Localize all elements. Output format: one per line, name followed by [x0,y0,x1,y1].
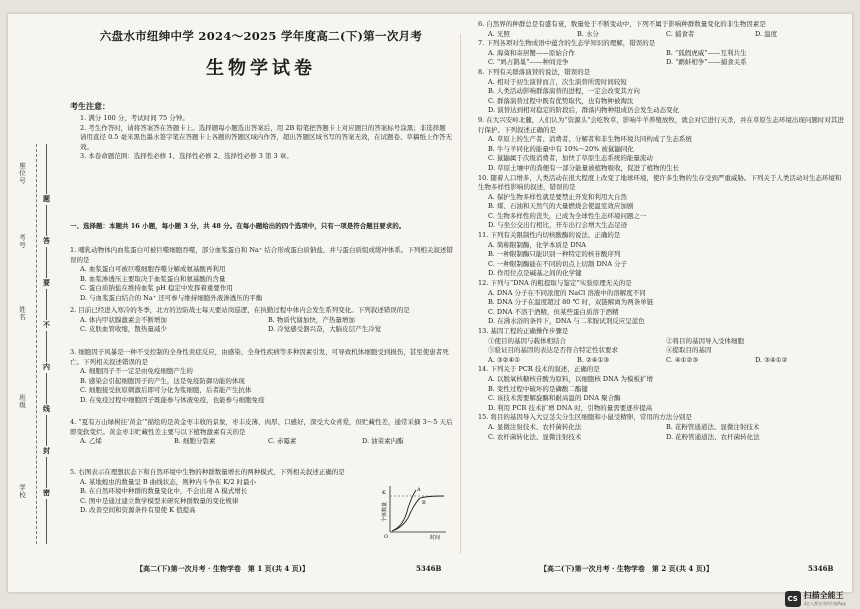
option: D. 利用 PCR 技术扩增 DNA 时，引物的量需要逐步提高 [488,403,653,412]
option: B. 水分 [577,29,599,38]
name-label: 姓名 [18,306,26,321]
option: A. 简称限制酶，化学本质是 DNA [488,240,586,249]
option: A. 光照 [488,29,510,38]
question-stem: 15. 将目的基因导入大豆茎尖分生区细胞和小鼠受精卵，常用的方法分别是 [478,413,692,422]
option: B. 牛与羊同化的能量中有 10%～20% 被鼠鼬同化 [488,144,634,153]
step-item: ③验证目的基因的表达是否符合特定性状要求 [488,346,618,355]
page-1 [66,14,456,592]
question-stem: 5. 右图表示在理想状态下和自然环境中生物的种群数量增长的两种模式，下列相关叙述正确的是 [70,468,345,476]
watermark-text: 扫描全能王 [803,591,844,600]
option: C. 生物多样性的丧失，已成为全球性生态环境问题之一 [488,211,647,220]
option: C. 鼠鼬属于次级消费者，加快了草原生态系统的能量流动 [488,154,653,163]
question-stem: 11. 下列有关限制性内切核酸酶的说法，正确的是 [478,231,621,240]
figure-x-label: 时间 [430,535,441,540]
question-7 [478,39,844,68]
step-item: ①使目的基因与载体相结合 [488,336,566,345]
option: C. 细胞接受抗原刺激后即可分化为浆细胞，后者能产生抗体 [80,386,252,395]
seal-word: 封 [43,446,50,455]
question-stem: 7. 下列各项对生物成语中蕴含的生态学知识的理解，错误的是 [478,39,656,48]
notice-item: 2. 考生作答时，请将答案答在答题卡上。选择题每小题选出答案后，用 2B 铅笔把答题卡上对应题目的答案标号涂黑；非选择题请用直径 0.5 毫米黑色墨水签字笔在答题卡上各题的答题区域内作答，超出答题区域书写的答案无效，在试题卷、草稿纸上作答无效。 [80,123,452,151]
page-gutter [460,34,461,554]
question-9 [478,116,844,174]
option: A. 乙烯 [80,437,102,446]
binding-dashed-line [36,144,37,544]
seal-word: 要 [43,278,50,287]
question-5 [70,468,370,516]
option: B. 血浆渗透压主要取决于血浆蛋白和氨基酸的含量 [80,274,226,283]
option: B. “狐假虎威”——互利共生 [666,48,747,57]
option: D. 温度 [755,29,778,38]
option: D. 改善空间和资源条件有望使 K 值提高 [80,506,196,515]
option: B. 细胞分裂素 [174,437,216,446]
option: C. 农杆菌转化法、显微注射技术 [488,432,582,441]
option: B. 在自然环境中种群的数量变化中，不会出现 A 模式增长 [80,487,248,496]
option: A. 血浆蛋白可被巨噬细胞吞噬分解成氨基酸再利用 [80,265,226,274]
question-stem: 12. 下列与“DNA 的粗提取与鉴定”实验原理无关的是 [478,279,632,288]
notice-item: 1. 满分 100 分，考试时间 75 分钟。 [80,114,189,122]
seal-word: 线 [43,404,50,413]
option: C. ④①②③ [666,355,699,364]
option: B. DNA 分子在温度超过 80 ℃ 时，双链解离为两条单链 [488,298,654,307]
option: B. 一种限制酶只能识别一种特定的核苷酸序列 [488,250,621,259]
option: D. 油菜素内酯 [362,437,404,446]
section-one-heading: 一、选择题：本题共 16 小题，每小题 3 分，共 48 分。在每小题给出的四个选项中，只有一项是符合题目要求的。 [70,222,406,230]
option: A. 以脱氧核糖核苷酸为原料，以细胞核 DNA 为模板扩增 [488,374,654,383]
notice-heading: 考生注意： [70,101,110,111]
question-4 [70,418,456,447]
option: D. 草原土壤中的粪便有一部分能量被植物吸收，促进了植物的生长 [488,163,680,172]
question-stem: 14. 下列关于 PCR 技术的叙述，正确的是 [478,365,600,374]
question-13 [478,327,844,365]
question-2 [70,306,456,335]
option: C. 群落演替过程中既有优势取代，也有物种被淘汰 [488,96,634,105]
option: A. 某地蝗虫的数量呈 B 曲线状态，则种内斗争在 K/2 时最小 [80,477,257,486]
option: D. 演替达到相对稳定的阶段后，群落内物种组成仍会发生动态变化 [488,106,680,115]
option: D. 与血浆蛋白结合的 Na⁺ 还可参与维持细胞外液渗透压的平衡 [80,293,263,302]
notice-item: 3. 本卷命题范围：选择性必修 1、选择性必修 2、选择性必修 3 第 3 章。 [80,152,293,161]
watermark-subtext: 3亿人都在用的扫描App [803,601,846,606]
option: B. 感染会引起细胞因子的产生，这是免疫防御功能的体现 [80,376,245,385]
option: C. 皮肤血管收缩，散热量减少 [80,325,167,334]
option: C. 蛋白质钠盐在维持血浆 pH 稳定中发挥着重要作用 [80,284,233,293]
seal-word: 密 [43,488,50,497]
option: A. ③②④① [488,355,521,364]
option: D. ③④①② [755,355,788,364]
page-1-code: 5346B [416,564,442,573]
figure-y-label: 个体数量 [382,501,388,522]
page-1-footer: 【高二(下)第一次月考 · 生物学卷 第 1 页(共 4 页)】 [136,564,310,573]
exam-number-label: 考号 [18,234,26,249]
step-item: ④提取目的基因 [666,346,712,355]
seal-word: 内 [43,362,50,371]
step-item: ②将目的基因导入受体细胞 [666,336,744,345]
figure-k-label: K [382,490,386,496]
option: A. 草原上的生产者、消费者、分解者和非生物环境共同构成了生态系统 [488,135,692,144]
option: B. 物质代谢加快，产热量增加 [268,315,355,324]
option: D. 与坐公交出行相比，开车出行会增大生态足迹 [488,221,628,230]
question-stem: 8. 下列有关群落演替的说法，错误的是 [478,67,591,76]
option: C. “鸠占鹊巢”——种间竞争 [488,58,569,67]
subject-title: 生物学试卷 [206,58,316,79]
option: B. 人类活动影响群落演替的进程，一定会改变其方向 [488,87,640,96]
page-2-code: 5346B [808,564,834,573]
question-stem: 9. 在大兴安岭北麓，人们认为“资源头”会吃牧草，影响牛羊养殖放牧，就会对它进行灭杀，并在草原生态环境出现问题时对其进行保护。下列叙述正确的是 [478,115,844,134]
option: A. 保护生物多样性就是要禁止开发和利用大自然 [488,192,627,201]
class-label: 班级 [18,394,26,409]
option: A. DNA 分子在不同浓度的 NaCl 溶液中的溶解度不同 [488,288,646,297]
option: A. 显微注射技术、农杆菌转化法 [488,422,582,431]
question-12 [478,279,844,327]
seat-number-label: 座位号 [18,162,26,185]
seal-word: 不 [43,320,50,329]
figure-origin-label: O [384,534,389,540]
question-6 [478,20,844,39]
seal-word: 答 [43,236,50,245]
option: A. 体内甲状腺激素会不断增加 [80,315,167,324]
seal-word: 题 [43,194,50,203]
option: D. 在沸水浴的条件下，DNA 与二苯胺试剂反应呈蓝色 [488,317,645,326]
question-stem: 2. 目前已经进入寒冷的冬季，北方的边防战士每天要站岗巡逻，在执勤过程中体内会发生系列变化。下列叙述错误的是 [70,306,410,314]
option: C. DNA 不溶于酒精，但某些蛋白质溶于酒精 [488,307,619,316]
question-15 [478,413,844,442]
exam-title: 六盘水市纽绅中学 2024～2025 学年度高二(下)第一次月考 [99,29,423,43]
option: D. 冷觉感受器兴奋，大脑皮层产生冷觉 [268,325,382,334]
question-8 [478,68,844,116]
option: B. 煤、石油和天然气的大量燃烧会使温室效应加剧 [488,202,634,211]
option: C. 捕食者 [666,29,695,38]
option: D. “鹬蚌相争”——捕食关系 [666,58,747,67]
option: A. 细胞因子不一定是由免疫细胞产生的 [80,367,193,376]
question-1 [70,246,456,304]
option: C. 赤霉素 [268,437,297,446]
camscanner-logo-icon: CS [785,591,801,607]
question-stem: 1. 哺乳动物体内血浆蛋白可被巨噬细胞吞噬，部分血浆蛋白和 Na⁺ 结合形成蛋白质钠盐，并与蛋白质组成缓冲体系。下列相关叙述错误的是 [70,246,453,264]
option: C. 图中是通过建立数学模型来研究种群数量的变化规律 [80,496,239,505]
question-3 [70,348,456,406]
option: B. 花粉管通道法、显微注射技术 [666,422,760,431]
option: C. 该技术需要解旋酶和耐高温的 DNA 聚合酶 [488,394,621,403]
binding-margin [8,14,64,592]
question-10 [478,174,844,232]
question-stem: 10. 随着人口增多，人类活动在很大程度上改变了地球环境，使许多生物的生存受到严重威胁。下列关于人类活动对生态环境和生物多样性影响的叙述，错误的是 [478,173,842,192]
curve-b-label: B [422,500,426,506]
scanner-watermark [785,590,846,607]
school-label: 学校 [18,484,26,499]
page-2 [478,14,844,592]
option: B. 变性过程中破坏的是磷酸二酯键 [488,384,588,393]
option: C. 一种限制酶能在不同的切点上切割 DNA 分子 [488,259,628,268]
question-14 [478,365,844,413]
option: D. 作用位点是碱基之间的化学键 [488,269,582,278]
page-2-footer: 【高二(下)第一次月考 · 生物学卷 第 2 页(共 4 页)】 [540,564,714,573]
option: D. 花粉管通道法、农杆菌转化法 [666,432,760,441]
question-stem: 4. “夏有万山绿树挂‘黄金’”描绘的是黄金枣丰收的景象，枣丰皮薄、肉厚、口感好，深受大众喜爱，但贮藏性差，通常采摘 3～5 天后即变软变烂。黄金枣丰贮藏性差主要与以下植物激素有关的是 [70,418,453,436]
option: A. 相对于初生演替而言，次生演替所需时间较短 [488,77,627,86]
question-stem: 3. 细胞因子风暴是一种不受控制的全身性炎症反应，由感染、全身性疾病等多种因素引发，可导致机体细胞受到损伤，甚至使患者死亡。下列相关叙述错误的是 [70,348,449,366]
curve-a-label: A [417,487,421,493]
question-stem: 6. 自然界的种群总是有盛有衰，数量处于不断变动中，下列不属于影响种群数量变化的非生物因素是 [478,20,766,28]
option: B. ②④①③ [577,355,610,364]
question-11 [478,231,844,279]
notice-list [80,114,452,162]
question-stem: 13. 基因工程的正确操作步骤是 [478,327,569,335]
page-2-questions [478,20,844,442]
option: D. 在免疫过程中细胞因子既能参与体液免疫，也能参与细胞免疫 [80,395,265,404]
population-growth-figure [380,482,450,540]
exam-sheet [8,14,852,592]
option: A. 海葵和寄居蟹——原始合作 [488,48,575,57]
